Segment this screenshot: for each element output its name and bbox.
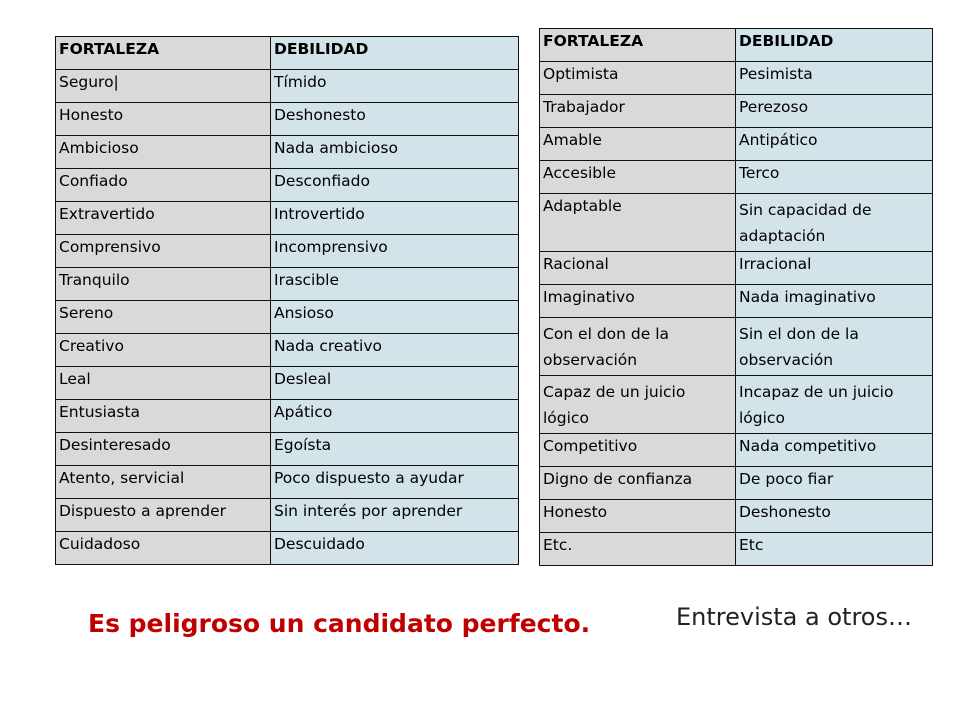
right-strengths-weaknesses-table [539,28,933,566]
strength-cell: Competitivo [540,434,736,467]
strength-cell: Atento, servicial [56,466,271,499]
interview-others-note: Entrevista a otros… [676,603,912,631]
perfect-candidate-warning: Es peligroso un candidato perfecto. [88,609,591,638]
strength-cell: Leal [56,367,271,400]
strength-cell: Con el don de la observación [540,318,736,376]
strength-cell: Amable [540,128,736,161]
weakness-cell: Irascible [271,268,519,301]
table-row [56,367,519,400]
table-header-row [56,37,519,70]
weakness-cell: De poco fiar [736,467,933,500]
strength-cell: Seguro| [56,70,271,103]
weakness-cell: Nada competitivo [736,434,933,467]
left-strengths-weaknesses-table [55,36,519,565]
weakness-cell: Egoísta [271,433,519,466]
strength-cell: Entusiasta [56,400,271,433]
weakness-cell: Ansioso [271,301,519,334]
weakness-cell: Incomprensivo [271,235,519,268]
strength-cell: Accesible [540,161,736,194]
weakness-cell: Terco [736,161,933,194]
strength-cell: Adaptable [540,194,736,252]
strength-cell: Trabajador [540,95,736,128]
table-row [540,62,933,95]
table-row [56,103,519,136]
table-row [56,301,519,334]
weakness-cell: Perezoso [736,95,933,128]
table-header-row [540,29,933,62]
table-row [56,202,519,235]
strength-cell: Capaz de un juicio lógico [540,376,736,434]
strength-cell: Optimista [540,62,736,95]
table-row [540,500,933,533]
weakness-cell: Irracional [736,252,933,285]
strength-cell: Sereno [56,301,271,334]
weakness-cell: Nada imaginativo [736,285,933,318]
weakness-cell: Apático [271,400,519,433]
weakness-cell: Etc [736,533,933,566]
header-debilidad: DEBILIDAD [271,37,519,70]
strength-cell: Tranquilo [56,268,271,301]
weakness-cell: Desconfiado [271,169,519,202]
table-row [56,169,519,202]
weakness-cell: Tímido [271,70,519,103]
strength-cell: Comprensivo [56,235,271,268]
strength-cell: Digno de confianza [540,467,736,500]
header-fortaleza: FORTALEZA [540,29,736,62]
table-row [540,533,933,566]
weakness-cell: Sin interés por aprender [271,499,519,532]
weakness-cell: Sin capacidad de adaptación [736,194,933,252]
strength-cell: Racional [540,252,736,285]
table-row [540,161,933,194]
strength-cell: Honesto [56,103,271,136]
weakness-cell: Descuidado [271,532,519,565]
weakness-cell: Sin el don de la observación [736,318,933,376]
weakness-cell: Deshonesto [736,500,933,533]
strength-cell: Honesto [540,500,736,533]
table-row [540,434,933,467]
weakness-cell: Nada ambicioso [271,136,519,169]
table-row [56,268,519,301]
table-row [56,136,519,169]
weakness-cell: Incapaz de un juicio lógico [736,376,933,434]
table-row [56,499,519,532]
table-row [540,252,933,285]
table-row [540,95,933,128]
table-row [540,318,933,376]
strength-cell: Desinteresado [56,433,271,466]
weakness-cell: Introvertido [271,202,519,235]
strength-cell: Dispuesto a aprender [56,499,271,532]
weakness-cell: Pesimista [736,62,933,95]
table-row [540,467,933,500]
weakness-cell: Poco dispuesto a ayudar [271,466,519,499]
weakness-cell: Desleal [271,367,519,400]
table-row [56,532,519,565]
table-row [56,334,519,367]
strength-cell: Etc. [540,533,736,566]
table-row [56,466,519,499]
strength-cell: Creativo [56,334,271,367]
strength-cell: Ambicioso [56,136,271,169]
table-row [56,70,519,103]
strength-cell: Imaginativo [540,285,736,318]
strength-cell: Cuidadoso [56,532,271,565]
header-debilidad: DEBILIDAD [736,29,933,62]
weakness-cell: Nada creativo [271,334,519,367]
strength-cell: Extravertido [56,202,271,235]
weakness-cell: Antipático [736,128,933,161]
table-row [540,128,933,161]
table-row [540,285,933,318]
table-row [540,194,933,252]
table-row [56,235,519,268]
table-row [540,376,933,434]
strength-cell: Confiado [56,169,271,202]
table-row [56,433,519,466]
weakness-cell: Deshonesto [271,103,519,136]
header-fortaleza: FORTALEZA [56,37,271,70]
table-row [56,400,519,433]
